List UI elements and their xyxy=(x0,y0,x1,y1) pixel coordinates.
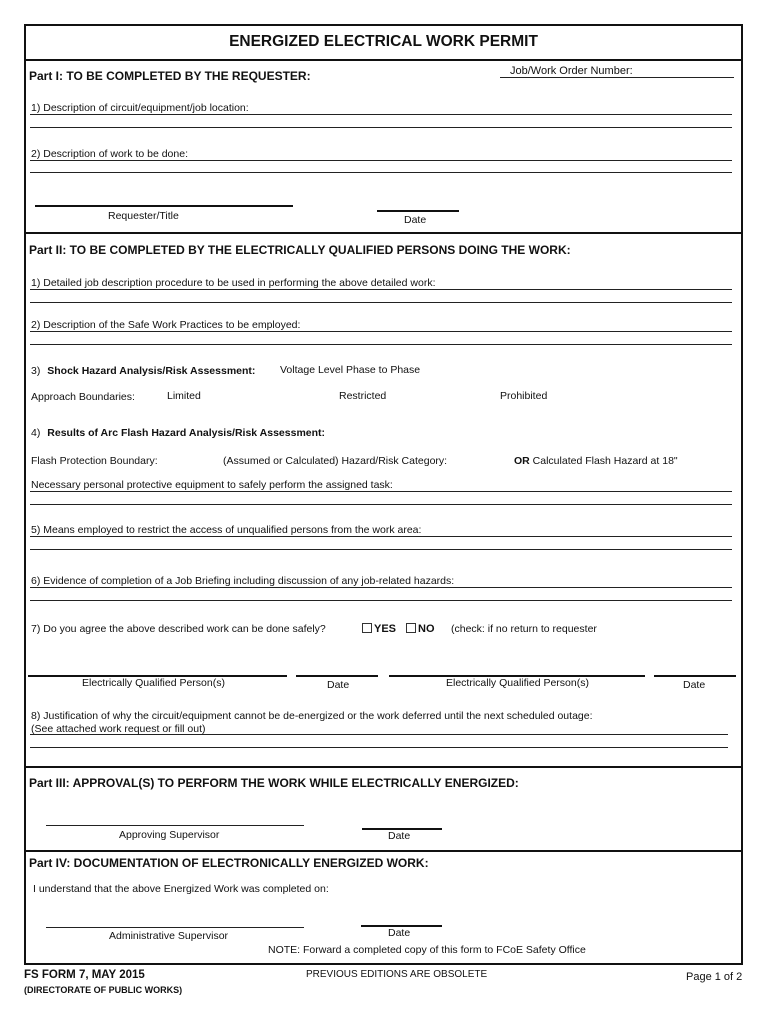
p1-q1-field-2[interactable] xyxy=(30,127,732,128)
arc-flash-label: Results of Arc Flash Hazard Analysis/Risk Assessment: xyxy=(47,427,326,439)
approving-supervisor-field[interactable] xyxy=(46,825,304,826)
part3-heading: Part III: APPROVAL(S) TO PERFORM THE WORK WHILE ELECTRICALLY ENERGIZED: xyxy=(29,776,519,790)
directorate: (DIRECTORATE OF PUBLIC WORKS) xyxy=(24,985,183,995)
p2-q5-field-1[interactable] xyxy=(30,536,732,537)
eqp2-date-field[interactable] xyxy=(654,675,736,677)
requester-signature-field[interactable] xyxy=(35,205,293,207)
part1-divider xyxy=(24,232,743,234)
calculated-flash-text: Calculated Flash Hazard at 18" xyxy=(532,455,678,467)
voltage-level-label: Voltage Level Phase to Phase xyxy=(280,364,421,376)
p2-q3-label xyxy=(31,366,255,377)
page-number: Page 1 of 2 xyxy=(686,971,743,983)
requester-label: Requester/Title xyxy=(108,210,179,222)
p2-q6-field-2[interactable] xyxy=(30,600,732,601)
eqp1-date-label: Date xyxy=(327,679,350,691)
q7-note: (check: if no return to requester xyxy=(451,623,597,635)
p1-q2-label: 2) Description of work to be done: xyxy=(31,148,188,160)
p2-q8-field-2[interactable] xyxy=(30,747,728,748)
p1-q1-field-1[interactable] xyxy=(30,114,732,115)
p2-q4-label xyxy=(31,428,325,439)
calculated-flash-label xyxy=(514,456,678,467)
p2-q2-field-2[interactable] xyxy=(30,344,732,345)
flash-boundary-label: Flash Protection Boundary: xyxy=(31,455,158,467)
p2-q8-field-1[interactable] xyxy=(30,734,728,735)
limited-label: Limited xyxy=(167,390,201,402)
part2-heading: Part II: TO BE COMPLETED BY THE ELECTRICALLY QUALIFIED PERSONS DOING THE WORK: xyxy=(29,243,571,257)
admin-supervisor-label: Administrative Supervisor xyxy=(109,930,229,942)
p2-q5-label: 5) Means employed to restrict the access of unqualified persons from the work area: xyxy=(31,524,422,536)
job-order-label: Job/Work Order Number: xyxy=(510,65,633,77)
yes-checkbox[interactable] xyxy=(362,623,372,633)
restricted-label: Restricted xyxy=(339,390,387,402)
p1-q2-field-2[interactable] xyxy=(30,172,732,173)
p2-q1-label: 1) Detailed job description procedure to be used in performing the above detailed work: xyxy=(31,277,436,289)
approval-date-label: Date xyxy=(388,830,411,842)
admin-date-label: Date xyxy=(388,927,411,939)
safety-office-note: NOTE: Forward a completed copy of this form to FCoE Safety Office xyxy=(268,944,586,956)
prohibited-label: Prohibited xyxy=(500,390,548,402)
no-checkbox[interactable] xyxy=(406,623,416,633)
or-label: OR xyxy=(514,455,530,467)
yes-option[interactable] xyxy=(362,623,396,635)
shock-hazard-label: Shock Hazard Analysis/Risk Assessment: xyxy=(47,365,256,377)
obsolete-notice: PREVIOUS EDITIONS ARE OBSOLETE xyxy=(306,969,488,980)
part1-heading: Part I: TO BE COMPLETED BY THE REQUESTER: xyxy=(29,69,311,83)
p2-q4-number: 4) xyxy=(31,427,41,439)
form-number: FS FORM 7, MAY 2015 xyxy=(24,969,145,981)
approach-boundaries-label: Approach Boundaries: xyxy=(31,391,135,403)
p2-q2-field-1[interactable] xyxy=(30,331,732,332)
ppe-field-1[interactable] xyxy=(30,491,732,492)
title-divider xyxy=(24,59,743,61)
p2-q8-label-line1: 8) Justification of why the circuit/equipment cannot be de-energized or the work deferred until the next scheduled outage: xyxy=(31,710,593,722)
completion-statement: I understand that the above Energized Work was completed on: xyxy=(33,883,329,895)
p2-q2-label: 2) Description of the Safe Work Practices to be employed: xyxy=(31,319,301,331)
eqp1-date-field[interactable] xyxy=(296,675,378,677)
p2-q7-label: 7) Do you agree the above described work can be done safely? xyxy=(31,623,326,635)
approving-supervisor-label: Approving Supervisor xyxy=(119,829,220,841)
form-border xyxy=(24,24,743,965)
requester-date-field[interactable] xyxy=(377,210,459,212)
p2-q1-field-2[interactable] xyxy=(30,302,732,303)
eqp2-label: Electrically Qualified Person(s) xyxy=(446,677,589,689)
p2-q1-field-1[interactable] xyxy=(30,289,732,290)
p2-q6-field-1[interactable] xyxy=(30,587,732,588)
hazard-category-label: (Assumed or Calculated) Hazard/Risk Category: xyxy=(223,455,448,467)
eqp2-date-label: Date xyxy=(683,679,706,691)
admin-supervisor-field[interactable] xyxy=(46,927,304,928)
p1-q2-field-1[interactable] xyxy=(30,160,732,161)
part3-divider xyxy=(24,766,743,768)
part4-heading: Part IV: DOCUMENTATION OF ELECTRONICALLY ENERGIZED WORK: xyxy=(29,856,429,870)
eqp1-label: Electrically Qualified Person(s) xyxy=(82,677,225,689)
form-title: ENERGIZED ELECTRICAL WORK PERMIT xyxy=(229,33,538,50)
ppe-label: Necessary personal protective equipment to safely perform the assigned task: xyxy=(31,479,393,491)
job-order-field[interactable] xyxy=(500,77,734,78)
p2-q5-field-2[interactable] xyxy=(30,549,732,550)
ppe-field-2[interactable] xyxy=(30,504,732,505)
no-label: NO xyxy=(418,623,435,635)
p2-q6-label: 6) Evidence of completion of a Job Briefing including discussion of any job-related hazards: xyxy=(31,575,455,587)
p2-q3-number: 3) xyxy=(31,365,41,377)
requester-date-label: Date xyxy=(404,214,427,226)
part4-divider xyxy=(24,850,743,852)
p1-q1-label: 1) Description of circuit/equipment/job location: xyxy=(31,102,249,114)
no-option[interactable] xyxy=(406,623,435,635)
p2-q8-label-line2: (See attached work request or fill out) xyxy=(31,723,206,735)
yes-label: YES xyxy=(374,623,397,635)
